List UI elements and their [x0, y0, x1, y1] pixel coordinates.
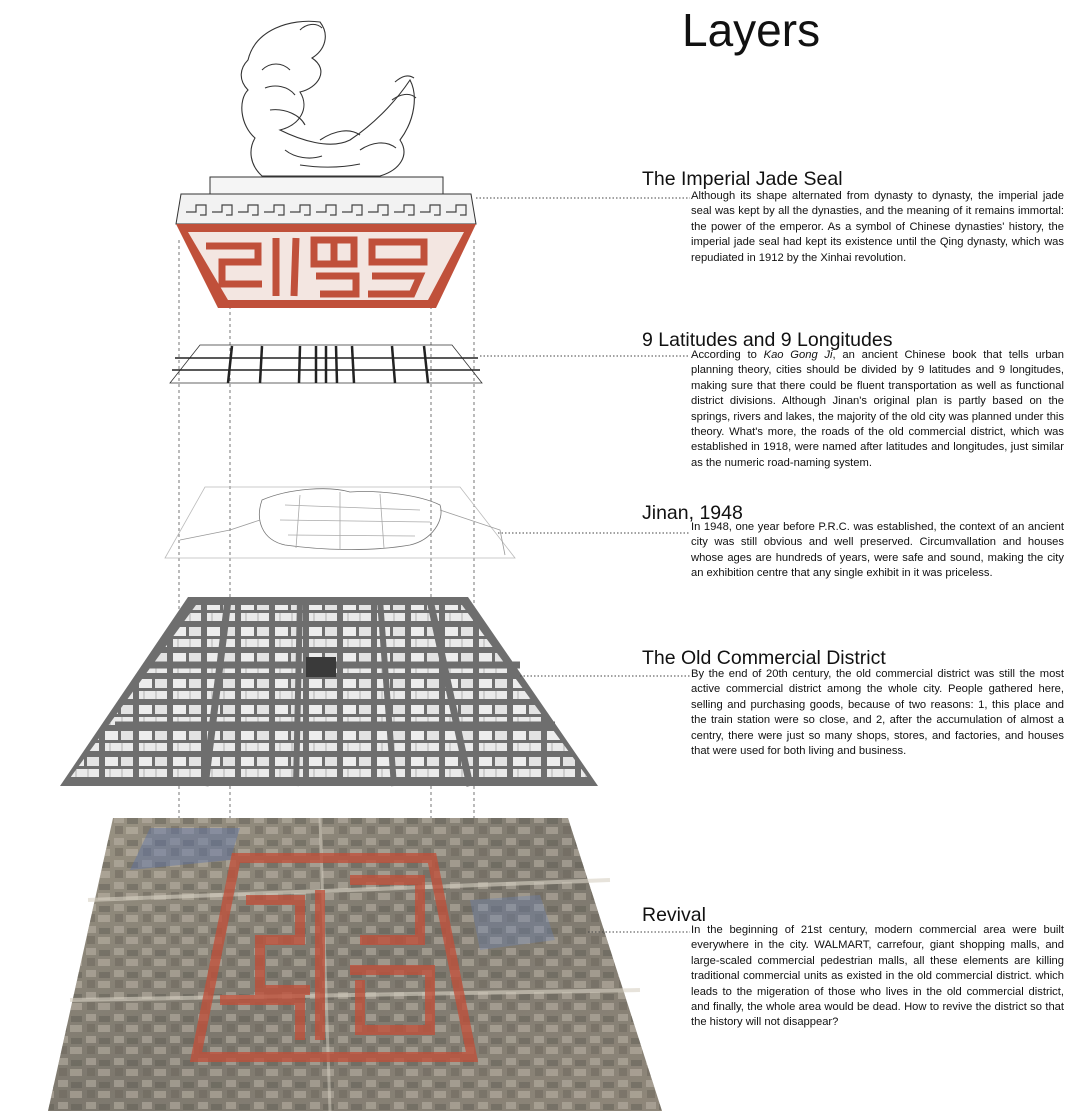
- layer-heading-jinan-1948: Jinan, 1948: [642, 502, 743, 524]
- imperial-jade-seal: [176, 21, 476, 308]
- aerial-photo-layer: [48, 818, 662, 1111]
- layer-heading-old-commercial-district: The Old Commercial District: [642, 647, 886, 669]
- grid-layer: [170, 345, 482, 383]
- jinan-1948-sketch-layer: [165, 487, 515, 558]
- layer-heading-revival: Revival: [642, 904, 706, 926]
- layer-text-jinan-1948: In 1948, one year before P.R.C. was established, the context of an ancient city was still obvious and well preserved. Circumvallation and houses whose ages are hundreds of years, were safe and sound, making the city an exhibition centre that any single exhibit in it was priceless.: [691, 521, 1064, 580]
- commercial-district-map-layer: [60, 597, 598, 786]
- layer-text-old-commercial-district: By the end of 20th century, the old commercial district was still the most active commercial district among the whole city. People gathered here, selling and purchasing goods, because of two reasons: 1, this place and the train station were so close, and 2, after the accumulation of almost a centry, there were just so many shops, stores, and factories, and houses that were used for both living and business.: [691, 668, 1064, 758]
- book-title-kao-gong-ji: Kao Gong Ji: [763, 349, 833, 361]
- dragon-sculpture: [241, 21, 416, 176]
- layer-text-revival: In the beginning of 21st century, modern commercial area were built everywhere in the city. WALMART, carrefour, giant shopping malls, and large-scaled commercial pedestrian malls, all these elements are killing traditional commercial units as existed in the old commercial district. which leads to the migeration of those who lives in the old commercial district, and finally, the whole area would be dead. How to revive the district so that the history will not disappear?: [691, 924, 1064, 1029]
- page-title: Layers: [682, 4, 821, 56]
- layer-text-latitudes: According to Kao Gong Ji, an ancient Chinese book that tells urban planning theory, cities should be divided by 9 latitudes and 9 longitudes, making sure that there could be fluent transportation as well as functional district divisions. Although Jinan's original plan is partly based on the springs, rivers and lakes, the majority of the old city was planned under this theory. What's more, the roads of the old commercial district, which was established in 1918, were named after latitudes and longitudes, just similar as the numeric road-naming system.: [691, 349, 1064, 469]
- layer-text-jade-seal: Although its shape alternated from dynasty to dynasty, the imperial jade seal was kept by all the dynasties, and the meaning of it remains immortal: the power of the emperor. As a symbol of Chinese dynasties' history, the imperial jade seal had kept its existence until the Qing dynasty, which was repudiated in 1912 by the Xinhai revolution.: [691, 190, 1064, 264]
- layer-heading-jade-seal: The Imperial Jade Seal: [642, 168, 843, 190]
- layer-heading-latitudes: 9 Latitudes and 9 Longitudes: [642, 329, 893, 351]
